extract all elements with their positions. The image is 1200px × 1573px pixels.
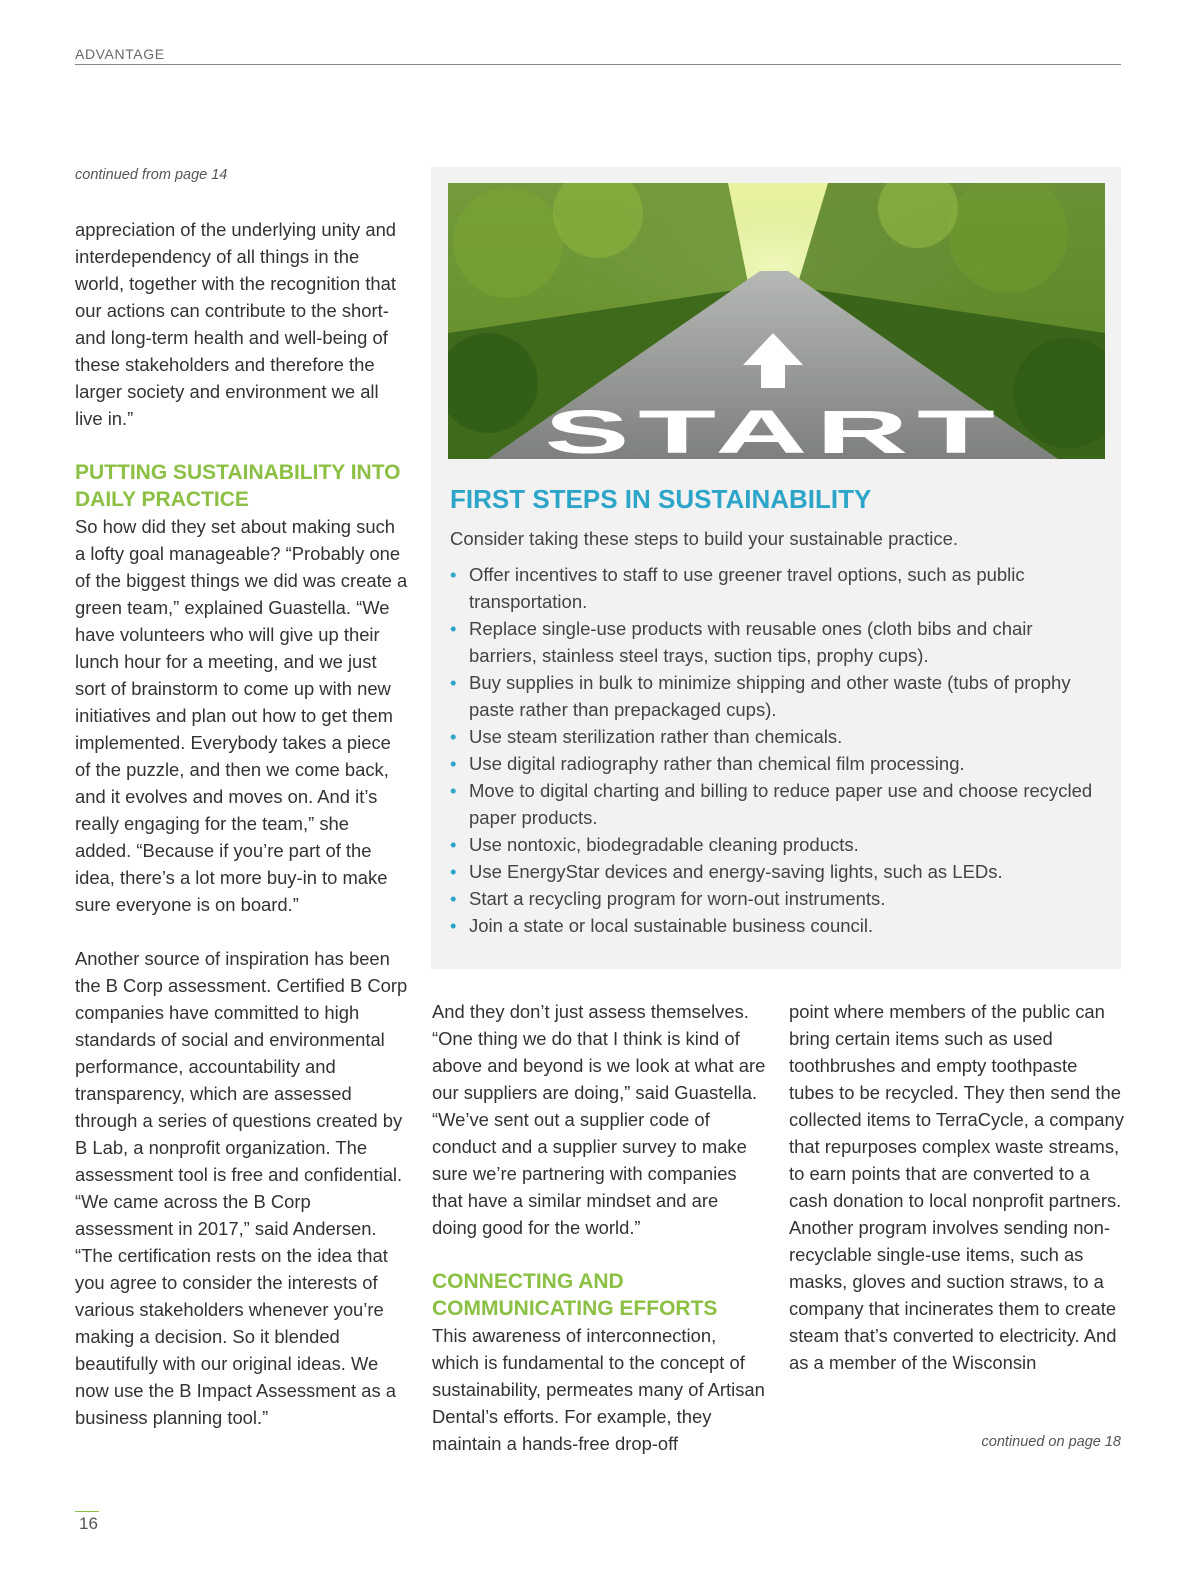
step-item: • Use EnergyStar devices and energy-saving lights, such as LEDs. (450, 858, 1105, 885)
middle-column (432, 998, 767, 1457)
step-item: • Join a state or local sustainable business council. (450, 912, 1105, 939)
continued-from-note: continued from page 14 (75, 167, 228, 183)
step-item: • Use digital radiography rather than chemical film processing. (450, 750, 1105, 777)
sidebar-title: FIRST STEPS IN SUSTAINABILITY (450, 484, 872, 514)
sustainability-steps-list (450, 561, 1105, 939)
header-divider (75, 64, 1121, 65)
middle-paragraph-2: This awareness of interconnection, which is fundamental to the concept of sustainability, permeates many of Artisan Dental’s efforts. For example, they maintain a hands-free drop-off (432, 1325, 765, 1454)
road-start-text: START (544, 397, 1004, 459)
right-paragraph-1: point where members of the public can bring certain items such as used toothbrushes and empty toothpaste tubes to be recycled. They then send the collected items to TerraCycle, a company that repurposes complex waste streams, to earn points that are converted to a cash donation to local nonprofit partners. Another program involves sending non-recyclable single-use items, such as masks, gloves and suction straws, to a company that incinerates them to create steam that’s converted to electricity. And as a member of the Wisconsin (789, 1001, 1124, 1373)
left-paragraph-3: Another source of inspiration has been the B Corp assessment. Certified B Corp companies have committed to high standards of social and environmental performance, accountability and transparency, which are assessed through a series of questions created by B Lab, a nonprofit organization. The assessment tool is free and confidential. “We came across the B Corp assessment in 2017,” said Andersen. “The certification rests on the idea that you agree to consider the interests of various stakeholders whenever you’re making a decision. So it blended beautifully with our original ideas. We now use the B Impact Assessment as a business planning tool.” (75, 948, 408, 1428)
left-paragraph-1: appreciation of the underlying unity and interdependency of all things in the world, together with the recognition that our actions can contribute to the short- and long-term health and well-being of these stakeholders and therefore the larger society and environment we all live in.” (75, 219, 397, 429)
right-column (789, 998, 1125, 1376)
step-item: • Replace single-use products with reusable ones (cloth bibs and chair barriers, stainless steel trays, suction tips, prophy cups). (450, 615, 1105, 669)
left-paragraph-2: So how did they set about making such a lofty goal manageable? “Probably one of the biggest things we did was create a green team,” explained Guastella. “We have volunteers who will give up their lunch hour for a meeting, and we just sort of brainstorm to come up with new initiatives and plan out how to get them implemented. Everybody takes a piece of the puzzle, and then we come back, and it evolves and moves on. And it’s really engaging for the team,” she added. “Because if you’re part of the idea, there’s a lot more buy-in to make sure everyone is on board.” (75, 516, 408, 915)
heading-connecting-efforts: CONNECTING AND COMMUNICATING EFFORTS (432, 1270, 718, 1320)
left-column (75, 216, 410, 1431)
page-number-rule (75, 1511, 99, 1512)
step-item: • Use steam sterilization rather than chemicals. (450, 723, 1105, 750)
heading-daily-practice: PUTTING SUSTAINABILITY INTO DAILY PRACTICE (75, 461, 401, 511)
continued-on-note: continued on page 18 (981, 1434, 1121, 1450)
middle-paragraph-1: And they don’t just assess themselves. “One thing we do that I think is kind of above and beyond is we look at what are our suppliers are doing,” said Guastella. “We’ve sent out a supplier code of conduct and a supplier survey to make sure we’re partnering with companies that have a similar mindset and are doing good for the world.” (432, 1001, 766, 1238)
step-item: • Move to digital charting and billing to reduce paper use and choose recycled paper products. (450, 777, 1105, 831)
section-label: ADVANTAGE (75, 46, 165, 62)
step-item: • Start a recycling program for worn-out instruments. (450, 885, 1105, 912)
step-item: • Buy supplies in bulk to minimize shipping and other waste (tubs of prophy paste rather than prepackaged cups). (450, 669, 1105, 723)
step-item: • Use nontoxic, biodegradable cleaning products. (450, 831, 1105, 858)
sidebar-intro: Consider taking these steps to build your sustainable practice. (450, 528, 959, 549)
road-start-photo (448, 183, 1105, 459)
step-item: • Offer incentives to staff to use greener travel options, such as public transportation. (450, 561, 1105, 615)
sidebar-first-steps (431, 167, 1121, 969)
page-number: 16 (79, 1514, 98, 1533)
